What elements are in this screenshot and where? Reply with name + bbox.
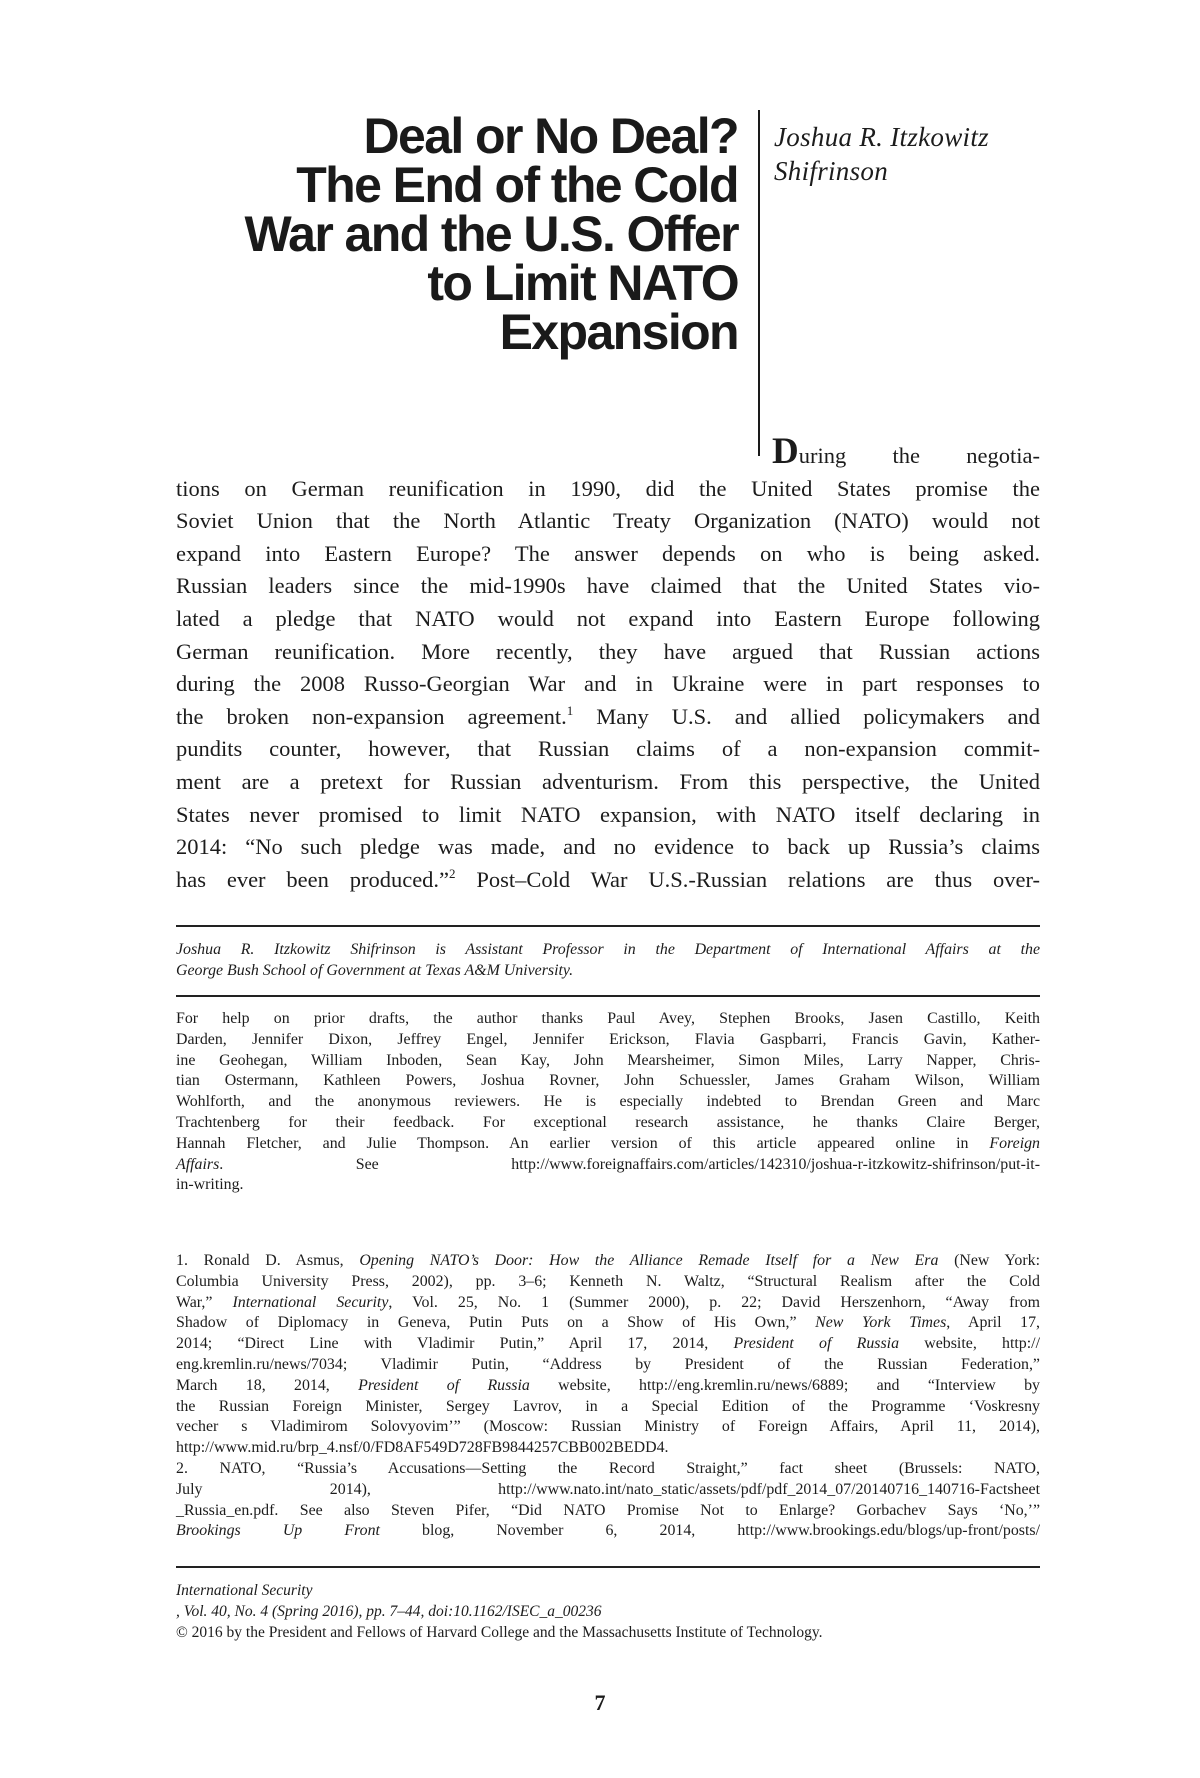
fn-text-run: 1. Ronald D. Asmus,: [176, 1252, 360, 1269]
footnote-marker-2[interactable]: 2: [449, 865, 456, 881]
fn-text-run: Shadow of Diplomacy in Geneva, Putin Puts on a Show of His Own,”: [176, 1314, 816, 1332]
fn-text-run: Opening NATO’s Door: How the Alliance Remade Itself for a New Era: [359, 1252, 939, 1269]
notes-rule-middle: [176, 995, 1040, 997]
body-text-run: has ever been produced.”: [176, 866, 450, 892]
body-line: 2014: “No such pledge was made, and no evidence to back up Russia’s claims: [176, 834, 1040, 860]
title-line: Deal or No Deal?: [363, 108, 738, 164]
bio-line: Joshua R. Itzkowitz Shifrinson is Assistant Professor in the Department of International Affairs at the: [176, 941, 1040, 958]
foreign-affairs-link[interactable]: . See http://www.foreignaffairs.com/articles/142310/joshua-r-itzkowitz-shifrinson/put-it-: [219, 1155, 1040, 1173]
footnote-1-line: [176, 1376, 1040, 1397]
ack-line: [176, 1134, 1040, 1155]
body-line: Russian leaders since the mid-1990s have claimed that the United States vio-: [176, 573, 1040, 599]
fn-text-run: blog, November 6, 2014, http://www.brookings.edu/blogs/up-front/posts/: [379, 1522, 1040, 1540]
fn-text-run: War,”: [176, 1293, 233, 1311]
ack-text-run: Affairs: [176, 1155, 220, 1173]
footnote-2-line: [176, 1521, 1040, 1542]
body-text-run: Many U.S. and allied policymakers and: [573, 703, 1040, 729]
ack-line: Trachtenberg for their feedback. For exceptional research assistance, he thanks Claire Berger,: [176, 1113, 1040, 1131]
drop-cap: D: [772, 431, 799, 472]
fn-text-run: New York Times: [815, 1314, 947, 1332]
fn-text-run: website, http://eng.kremlin.ru/news/6889; and “Interview by: [529, 1376, 1041, 1394]
body-text-run: uring the negotia-: [798, 443, 1040, 468]
title-line: Expansion: [499, 304, 738, 360]
footer-rule: [176, 1566, 1040, 1568]
body-line: [176, 701, 1040, 734]
footnote-2-line: 2. NATO, “Russia’s Accusations—Setting the Record Straight,” fact sheet (Brussels: NATO,: [176, 1459, 1040, 1477]
ack-text-run: Foreign: [989, 1134, 1040, 1152]
fn-text-run: President of Russia: [733, 1335, 900, 1353]
publication-info: [176, 1580, 1040, 1643]
fn-text-run: website, http://: [899, 1335, 1040, 1353]
body-line: Soviet Union that the North Atlantic Treaty Organization (NATO) would not: [176, 508, 1040, 534]
body-line: expand into Eastern Europe? The answer depends on who is being asked.: [176, 540, 1040, 566]
body-text-run: Post–Cold War U.S.-Russian relations are thus over-: [455, 866, 1040, 892]
footnote-1-link[interactable]: http://www.mid.ru/brp_4.nsf/0/FD8AF549D728FB9844257CBB002BEDD4.: [176, 1439, 669, 1457]
ack-line: Wohlforth, and the anonymous reviewers. He is especially indebted to Brendan Green and Marc: [176, 1093, 1040, 1111]
footnote-1-line: eng.kremlin.ru/news/7034; Vladimir Putin, “Address by President of the Russian Federation,”: [176, 1355, 1040, 1373]
ack-line: Darden, Jennifer Dixon, Jeffrey Engel, Jennifer Erickson, Flavia Gaspbarri, Francis Gavin, Kather-: [176, 1030, 1040, 1048]
fn-text-run: (New York:: [938, 1252, 1040, 1269]
ack-line: in-writing.: [176, 1176, 244, 1194]
fn-text-run: , Vol. 25, No. 1 (Summer 2000), p. 22; David Herszenhorn, “Away from: [388, 1293, 1040, 1311]
footnote-1-line: vecher s Vladimirom Solovyovim’” (Moscow: Russian Ministry of Foreign Affairs, April 11, 2014),: [176, 1418, 1040, 1436]
copyright-notice: © 2016 by the President and Fellows of Harvard College and the Massachusetts Institute of Technology.: [176, 1624, 823, 1641]
ack-line: For help on prior drafts, the author thanks Paul Avey, Stephen Brooks, Jasen Castillo, Keith: [176, 1010, 1040, 1027]
fn-text-run: March 18, 2014,: [176, 1376, 359, 1394]
body-first-line: [176, 431, 1040, 473]
title-line: War and the U.S. Offer: [244, 206, 738, 262]
author-line: Shifrinson: [774, 156, 889, 186]
footnote-2-line: July 2014), http://www.nato.int/nato_static/assets/pdf/pdf_2014_07/20140716_140716-Factsheet: [176, 1480, 1040, 1498]
footnote-1-line: [176, 1313, 1040, 1334]
body-line: tions on German reunification in 1990, did the United States promise the: [176, 475, 1040, 501]
journal-details: , Vol. 40, No. 4 (Spring 2016), pp. 7–44, doi:10.1162/ISEC_a_00236: [176, 1603, 602, 1620]
author-name: [774, 120, 1074, 188]
body-line: [176, 864, 1040, 897]
footnote-2-line: _Russia_en.pdf. See also Steven Pifer, “Did NATO Promise Not to Enlarge? Gorbachev Says ‘No,’”: [176, 1501, 1040, 1519]
bio-line: George Bush School of Government at Texas A&M University.: [176, 961, 574, 979]
ack-line: [176, 1155, 1040, 1176]
fn-text-run: , April 17,: [946, 1314, 1040, 1332]
fn-text-run: Brookings Up Front: [176, 1522, 380, 1540]
body-line: States never promised to limit NATO expansion, with NATO itself declaring in: [176, 801, 1040, 827]
fn-text-run: 2014; “Direct Line with Vladimir Putin,” April 17, 2014,: [176, 1335, 734, 1353]
article-body: [176, 431, 1040, 896]
footnote-marker-1[interactable]: 1: [566, 702, 574, 718]
journal-name: International Security: [176, 1582, 313, 1599]
author-bio: [176, 940, 1040, 982]
ack-line: ine Geohegan, William Inboden, Sean Kay, John Mearsheimer, Simon Miles, Larry Napper, Chris-: [176, 1051, 1040, 1069]
notes-rule-top: [176, 925, 1040, 927]
footnotes: [176, 1251, 1040, 1542]
body-line: lated a pledge that NATO would not expand into Eastern Europe following: [176, 605, 1040, 631]
footnote-1-line: Columbia University Press, 2002), pp. 3–6; Kenneth N. Waltz, “Structural Realism after the Cold: [176, 1272, 1040, 1290]
ack-line: tian Ostermann, Kathleen Powers, Joshua Rovner, John Schuessler, James Graham Wilson, William: [176, 1072, 1040, 1090]
footnote-1-line: [176, 1334, 1040, 1355]
body-text-run: the broken non-expansion agreement.: [176, 703, 567, 729]
body-line: during the 2008 Russo-Georgian War and in Ukraine were in part responses to: [176, 671, 1040, 697]
author-line: Joshua R. Itzkowitz: [774, 122, 989, 152]
article-title: [150, 108, 738, 360]
journal-citation: [176, 1580, 1040, 1622]
ack-text-run: Hannah Fletcher, and Julie Thompson. An earlier version of this article appeared online in: [176, 1134, 990, 1152]
title-line: to Limit NATO: [427, 255, 738, 311]
fn-text-run: International Security: [232, 1293, 389, 1311]
footnote-1-line: [176, 1251, 1040, 1272]
body-line: German reunification. More recently, they have argued that Russian actions: [176, 638, 1040, 664]
fn-text-run: President of Russia: [358, 1376, 530, 1394]
title-line: The End of the Cold: [296, 157, 738, 213]
title-divider: [758, 110, 760, 456]
body-line: pundits counter, however, that Russian claims of a non-expansion commit-: [176, 736, 1040, 762]
body-line: ment are a pretext for Russian adventurism. From this perspective, the United: [176, 768, 1040, 794]
acknowledgments: [176, 1009, 1040, 1196]
page-number: 7: [594, 1690, 606, 1715]
footnote-1-line: the Russian Foreign Minister, Sergey Lavrov, in a Special Edition of the Programme ‘Voskresny: [176, 1397, 1040, 1415]
footnote-1-line: [176, 1293, 1040, 1314]
